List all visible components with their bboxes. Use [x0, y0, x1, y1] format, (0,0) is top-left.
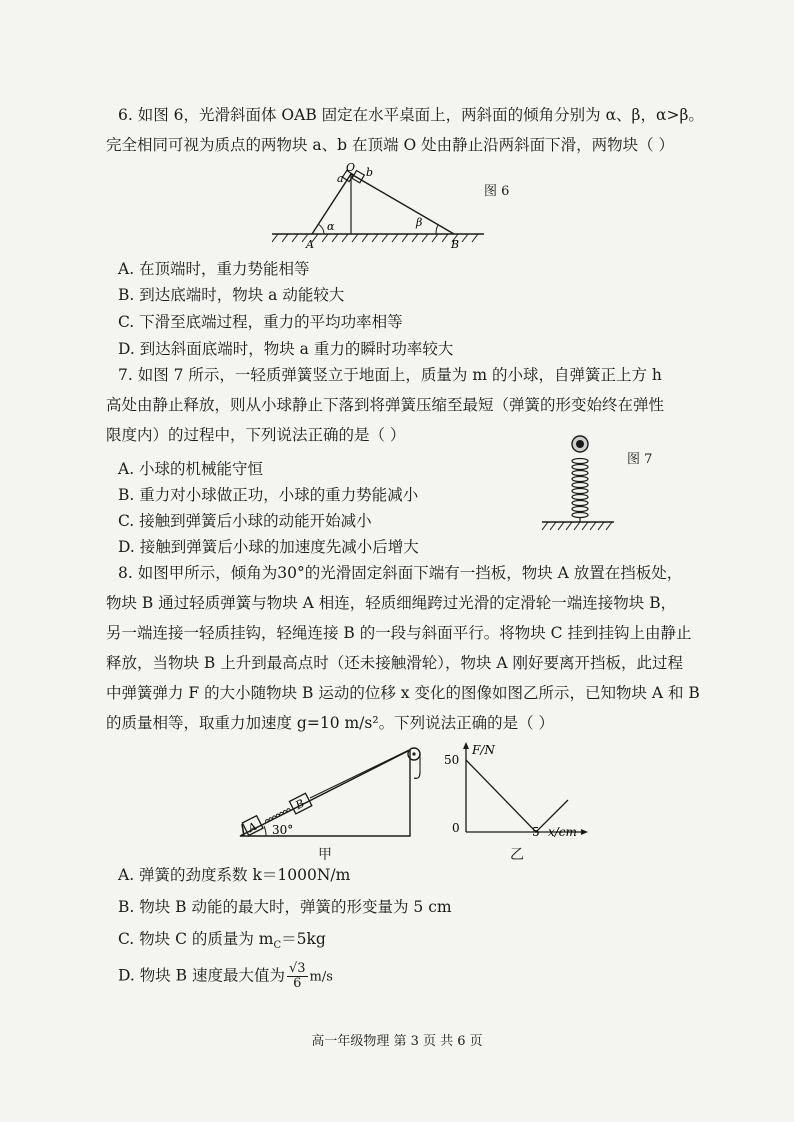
q8-stem-line2: 物块 B 通过轻质弹簧与物块 A 相连，轻质细绳跨过光滑的定滑轮一端连接物块 B， [106, 594, 677, 612]
q8-option-a: A. 弹簧的劲度系数 k＝1000N/m [118, 866, 351, 884]
figure-8-jia-caption: 甲 [318, 847, 332, 863]
q8-stem-line3: 另一端连接一轻质挂钩，轻绳连接 B 的一段与斜面平行。将物块 C 挂到挂钩上由静止 [106, 624, 692, 642]
q8-option-b: B. 物块 B 动能的最大时，弹簧的形变量为 5 cm [118, 898, 452, 916]
q8-option-d [118, 962, 333, 991]
fig8-graph-origin: 0 [452, 821, 460, 835]
figure-7 [538, 434, 618, 534]
fig6-label-B: B [451, 238, 460, 251]
q6-stem-line1: 6. 如图 6，光滑斜面体 OAB 固定在水平桌面上，两斜面的倾角分别为 α、β，α>β。 [118, 106, 704, 124]
fig8-block-a-label: A [245, 819, 259, 835]
figure-6-caption: 图 6 [484, 184, 510, 199]
fig8-block-b-label: B [293, 796, 307, 813]
q6-option-d: D. 到达斜面底端时，物块 a 重力的瞬时功率较大 [118, 340, 454, 358]
q7-stem-line3: 限度内）的过程中，下列说法正确的是（ ） [106, 426, 406, 444]
q7-option-c: C. 接触到弹簧后小球的动能开始减小 [118, 512, 372, 530]
fig6-label-alpha: α [327, 220, 335, 233]
q6-option-c: C. 下滑至底端过程，重力的平均功率相等 [118, 313, 403, 331]
fig8-graph-xtick: 5 [532, 825, 540, 839]
fig6-label-O: O [346, 161, 356, 174]
q8-option-c-text: C. 物块 C 的质量为 m [118, 930, 274, 948]
q8-option-d-fraction [287, 962, 308, 991]
q8-stem-line5: 中弹簧弹力 F 的大小随物块 B 运动的位移 x 变化的图像如图乙所示，已知物块 A 和 B [106, 684, 700, 702]
q6-stem-line2: 完全相同可视为质点的两物块 a、b 在顶端 O 处由静止沿两斜面下滑，两物块（ ） [106, 136, 675, 154]
q7-stem-line2: 高处由静止释放，则从小球静止下落到将弹簧压缩至最短（弹簧的形变始终在弹性 [106, 396, 665, 414]
q8-stem-line1: 8. 如图甲所示，倾角为30°的光滑固定斜面下端有一挡板，物块 A 放置在挡板处， [118, 564, 683, 582]
q8-option-c-tail: ＝5kg [281, 930, 326, 948]
q7-stem-line1: 7. 如图 7 所示，一轻质弹簧竖立于地面上，质量为 m 的小球，自弹簧正上方 h [118, 366, 662, 384]
figure-6 [272, 160, 488, 252]
fig6-label-a: a [337, 172, 344, 185]
q6-option-b: B. 到达底端时，物块 a 动能较大 [118, 286, 345, 304]
q6-option-a: A. 在顶端时，重力势能相等 [118, 260, 310, 278]
fig6-label-b: b [366, 166, 374, 179]
figure-8-jia [228, 744, 438, 844]
q8-option-d-unit: m/s [309, 969, 333, 985]
fig6-label-A: A [306, 238, 314, 251]
figure-8-yi-caption: 乙 [510, 847, 524, 863]
q8-stem-line6: 的质量相等，取重力加速度 g=10 m/s²。下列说法正确的是（ ） [106, 714, 555, 732]
q8-stem-line4: 释放，当物块 B 上升到最高点时（还未接触滑轮），物块 A 刚好要离开挡板，此过程 [106, 654, 684, 672]
q8-option-c-subscript: C [273, 940, 282, 952]
fig6-label-beta: β [416, 216, 423, 229]
q7-option-b: B. 重力对小球做正功，小球的重力势能减小 [118, 486, 419, 504]
fraction-denominator: 6 [293, 976, 302, 991]
figure-8-yi-graph [436, 740, 596, 840]
fig8-angle-label: 30° [272, 823, 294, 837]
fig8-graph-ytick: 50 [444, 753, 460, 767]
fraction-numerator: √3 [288, 961, 306, 976]
fig8-graph-xlabel: x/cm [548, 825, 577, 839]
q8-option-d-text: D. 物块 B 速度最大值为 [118, 966, 285, 985]
fig8-graph-ylabel: F/N [472, 743, 495, 757]
page-footer: 高一年级物理 第 3 页 共 6 页 [311, 1034, 483, 1049]
q7-option-d: D. 接触到弹簧后小球的加速度先减小后增大 [118, 538, 419, 556]
q7-option-a: A. 小球的机械能守恒 [118, 460, 264, 478]
q8-option-c [118, 928, 326, 957]
figure-7-caption: 图 7 [627, 452, 653, 467]
